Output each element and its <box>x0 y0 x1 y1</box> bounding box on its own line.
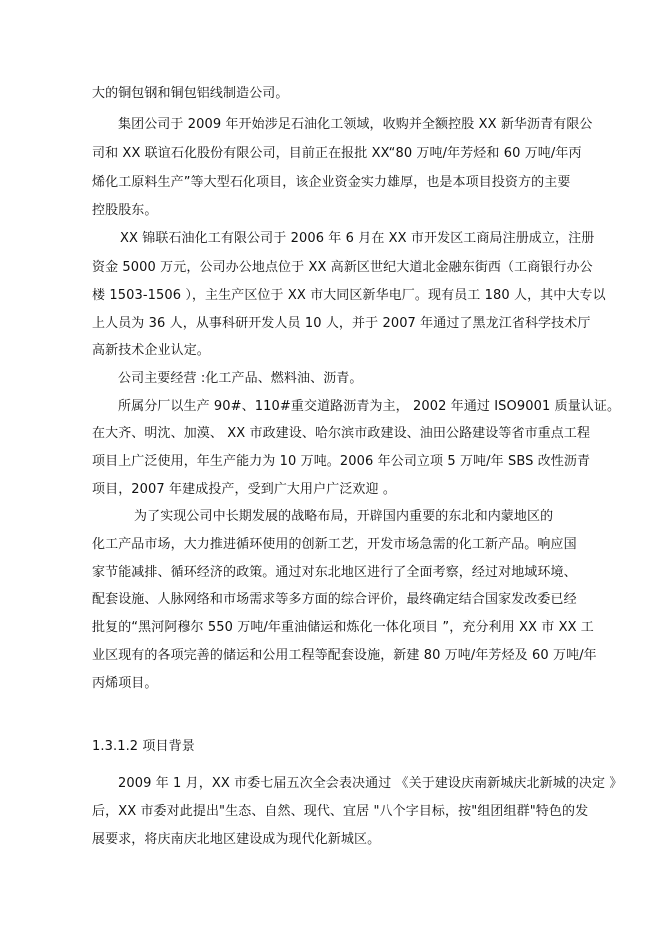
para-4-line-2: 项目上广泛使用，年生产能力为 10 万吨。2006 年公司立项 5 万吨/年 SBS 改性沥青 <box>92 454 591 469</box>
para-1-line-1: 司和 XX 联谊石化股份有限公司，目前正在报批 XX“80 万吨/年芳烃和 60 万吨/年丙 <box>92 146 582 161</box>
para-3-line-0: 公司主要经营 :化工产品、燃料油、沥青。 <box>118 371 363 386</box>
para-2-line-2: 楼 1503-1506 ），主生产区位于 XX 市大同区新华电厂。现有员工 180 人，其中大专以 <box>92 288 606 303</box>
para-5-line-3: 配套设施、人脉网络和市场需求等多方面的综合评价，最终确定结合国家发改委已经 <box>92 592 577 607</box>
para-2-line-1: 资金 5000 万元，公司办公地点位于 XX 高新区世纪大道北金融东街西（工商银行办公 <box>92 260 593 275</box>
para-2-line-4: 高新技术企业认定。 <box>92 343 210 358</box>
para-5-line-1: 化工产品市场，大力推进循环使用的创新工艺，开发市场急需的化工新产品。响应国 <box>92 537 577 552</box>
para-5-line-6: 丙烯项目。 <box>92 676 158 691</box>
para-2-line-0: XX 锦联石油化工有限公司于 2006 年 6 月在 XX 市开发区工商局注册成立，注册 <box>120 231 595 246</box>
para-5-line-2: 家节能减排、循环经济的政策。通过对东北地区进行了全面考察，经过对地域环境、 <box>92 565 577 580</box>
para-7-line-0: 2009 年 1 月，XX 市委七届五次全会表决通过 《关于建设庆南新城庆北新城的决定 》 <box>118 776 623 791</box>
para-7-line-2: 展要求，将庆南庆北地区建设成为现代化新城区。 <box>92 832 381 847</box>
para-4-line-3: 项目，2007 年建成投产，受到广大用户广泛欢迎 。 <box>92 482 396 497</box>
section-heading: 1.3.1.2 项目背景 <box>92 739 195 754</box>
para-5-line-4: 批复的“黑河阿穆尔 550 万吨/年重油储运和炼化一体化项目 ”，充分利用 XX 市 XX 工 <box>92 620 594 635</box>
para-1-line-3: 控股股东。 <box>92 203 158 218</box>
para-2-line-3: 上人员为 36 人，从事科研开发人员 10 人，并于 2007 年通过了黑龙江省科学技术厅 <box>92 316 591 331</box>
para-5-line-5: 业区现有的各项完善的储运和公用工程等配套设施，新建 80 万吨/年芳烃及 60 万吨/年 <box>92 648 597 663</box>
para-1-line-2: 烯化工原料生产”等大型石化项目，该企业资金实力雄厚，也是本项目投资方的主要 <box>92 175 571 190</box>
para-1-line-0: 集团公司于 2009 年开始涉足石油化工领域，收购并全额控股 XX 新华沥青有限公 <box>118 117 593 132</box>
para-0-line-0: 大的铜包钢和铜包铝线制造公司。 <box>92 86 289 101</box>
para-7-line-1: 后，XX 市委对此提出"生态、自然、现代、宜居 "八个字目标，按"组团组群"特色的发 <box>92 804 589 819</box>
para-4-line-1: 在大齐、明沈、加漠、 XX 市政建设、哈尔滨市政建设、油田公路建设等省市重点工程 <box>92 426 591 441</box>
para-5-line-0: 为了实现公司中长期发展的战略布局，开辟国内重要的东北和内蒙地区的 <box>134 509 554 524</box>
para-4-line-0: 所属分厂以生产 90#、110#重交道路沥青为主， 2002 年通过 ISO9001 质量认证。 <box>118 399 621 414</box>
